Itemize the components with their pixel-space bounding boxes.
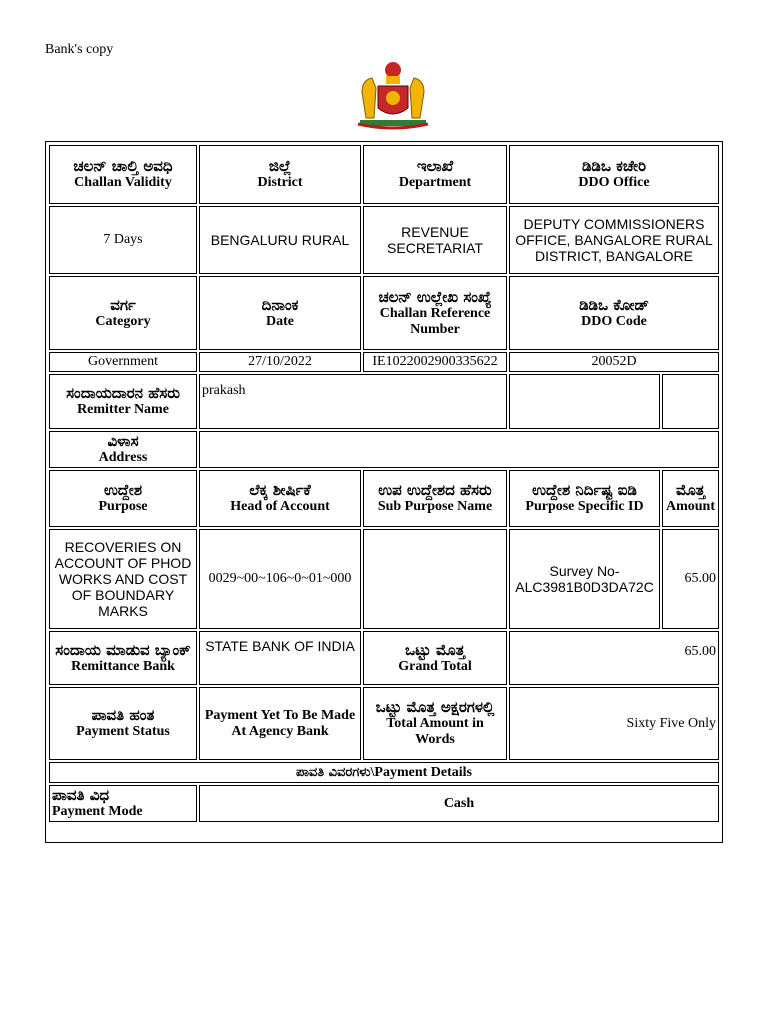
validity-header: ಚಲನ್ ಚಾಲ್ತಿ ಅವಧಿ Challan Validity [49,145,197,204]
amount-words-label: ಒಟ್ಟು ಮೊತ್ತ ಅಕ್ಷರಗಳಲ್ಲಿ Total Amount in Words [363,687,507,760]
remittance-bank-label: ಸಂದಾಯ ಮಾಡುವ ಬ್ಯಾಂಕ್ Remittance Bank [49,631,197,685]
grand-total-value: 65.00 [509,631,719,685]
category-value: Government [49,352,197,372]
head-of-account-value: 0029~00~106~0~01~000 [199,529,361,629]
payment-mode-label: ಪಾವತಿ ವಿಧ Payment Mode [49,785,197,822]
payment-mode-value: Cash [199,785,719,822]
date-value: 27/10/2022 [199,352,361,372]
copy-label: Bank's copy [45,42,114,57]
department-value: REVENUE SECRETARIAT [363,206,507,274]
reference-header: ಚಲನ್ ಉಲ್ಲೇಖ ಸಂಖ್ಯೆ Challan Reference Number [363,276,507,350]
remitter-blank-2 [662,374,719,429]
ddo-code-value: 20052D [509,352,719,372]
payment-status-value: Payment Yet To Be Made At Agency Bank [199,687,361,760]
district-header: ಜಿಲ್ಲೆ District [199,145,361,204]
grand-total-label: ಒಟ್ಟು ಮೊತ್ತ Grand Total [363,631,507,685]
address-value [199,431,719,468]
purpose-id-header: ಉದ್ದೇಶ ನಿರ್ದಿಷ್ಟ ಐಡಿ Purpose Specific ID [509,470,660,527]
address-label: ವಿಳಾಸ Address [49,431,197,468]
remitter-label: ಸಂದಾಯದಾರನ ಹೆಸರು Remitter Name [49,374,197,429]
reference-value: IE1022002900335622 [363,352,507,372]
ddo-code-header: ಡಿಡಿಒ ಕೋಡ್ DDO Code [509,276,719,350]
category-header: ವರ್ಗ Category [49,276,197,350]
purpose-header: ಉದ್ದೇಶ Purpose [49,470,197,527]
payment-status-label: ಪಾವತಿ ಹಂತ Payment Status [49,687,197,760]
remitter-blank-1 [509,374,660,429]
ddo-office-header: ಡಿಡಿಒ ಕಚೇರಿ DDO Office [509,145,719,204]
ddo-office-value: DEPUTY COMMISSIONERS OFFICE, BANGALORE RURAL DISTRICT, BANGALORE [509,206,719,274]
district-value: BENGALURU RURAL [199,206,361,274]
sub-purpose-header: ಉಪ ಉದ್ದೇಶದ ಹೆಸರು Sub Purpose Name [363,470,507,527]
purpose-id-value: Survey No-ALC3981B0D3DA72C [509,529,660,629]
remittance-bank-value: STATE BANK OF INDIA [199,631,361,685]
payment-details-title: ಪಾವತಿ ವಿವರಗಳು\Payment Details [49,762,719,783]
sub-purpose-value [363,529,507,629]
remitter-value: prakash [199,374,507,429]
date-header: ದಿನಾಂಕ Date [199,276,361,350]
head-of-account-header: ಲೆಕ್ಕ ಶೀರ್ಷಿಕೆ Head of Account [199,470,361,527]
validity-value: 7 Days [49,206,197,274]
amount-value: 65.00 [662,529,719,629]
amount-words-value: Sixty Five Only [509,687,719,760]
karnataka-emblem-icon [352,58,434,132]
department-header: ಇಲಾಖೆ Department [363,145,507,204]
amount-header: ಮೊತ್ತ Amount [662,470,719,527]
purpose-value: RECOVERIES ON ACCOUNT OF PHOD WORKS AND COST OF BOUNDARY MARKS [49,529,197,629]
challan-table [47,143,721,824]
